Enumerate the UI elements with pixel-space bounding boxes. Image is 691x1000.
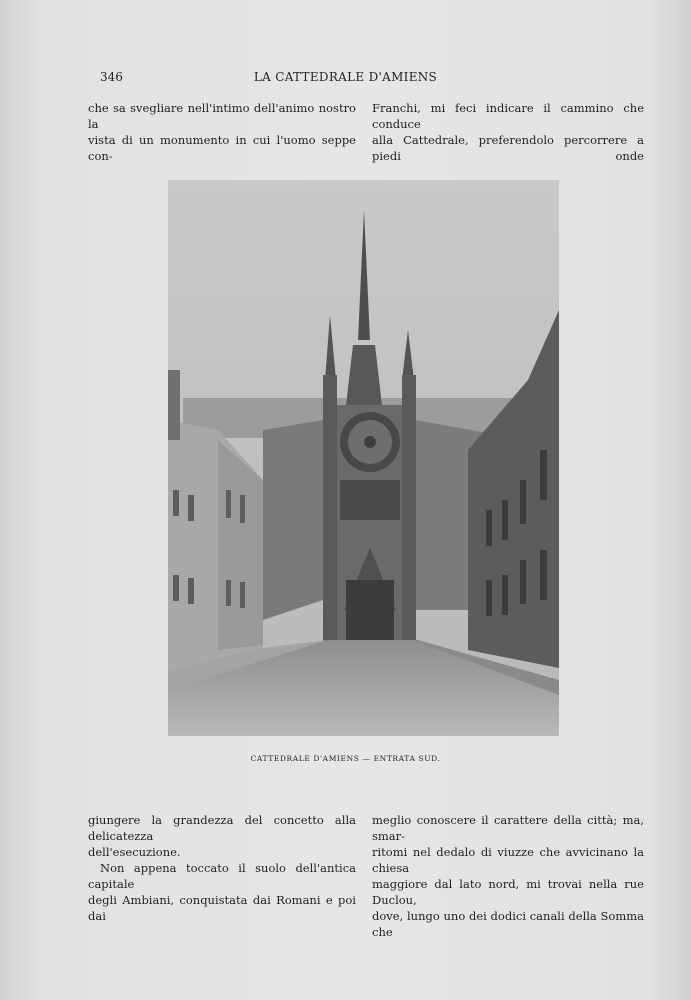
- running-title: LA CATTEDRALE D'AMIENS: [253, 70, 438, 84]
- text-line: ritomi nel dedalo di viuzze che avvicinano la chiesa: [372, 845, 644, 875]
- text-line: che sa svegliare nell'intimo dell'animo nostro la: [88, 101, 356, 131]
- text-line: dell'esecuzione.: [88, 845, 181, 859]
- page-number: 346: [100, 70, 123, 84]
- cathedral-photograph: [168, 180, 559, 736]
- text-line: Franchi, mi feci indicare il cammino che conduce: [372, 101, 644, 131]
- text-line: Non appena toccato il suolo dell'antica capitale: [88, 861, 356, 891]
- text-line: alla Cattedrale, preferendolo percorrere a piedi onde: [372, 133, 644, 163]
- text-line: maggiore dal lato nord, mi trovai nella rue Duclou,: [372, 877, 644, 907]
- text-line: meglio conoscere il carattere della città; ma, smar-: [372, 813, 644, 843]
- text-line: giungere la grandezza del concetto alla delicatezza: [88, 813, 356, 843]
- text-line: degli Ambiani, conquistata dai Romani e poi dai: [88, 893, 356, 923]
- top-left-column: [88, 100, 356, 164]
- bottom-left-column: [88, 812, 356, 924]
- top-right-column: [372, 100, 644, 164]
- text-line: vista di un monumento in cui l'uomo seppe con-: [88, 133, 356, 163]
- bottom-right-column: [372, 812, 644, 940]
- text-line: dove, lungo uno dei dodici canali della Somma che: [372, 909, 644, 939]
- figure-caption: CATTEDRALE D'AMIENS — ENTRATA SUD.: [250, 754, 441, 763]
